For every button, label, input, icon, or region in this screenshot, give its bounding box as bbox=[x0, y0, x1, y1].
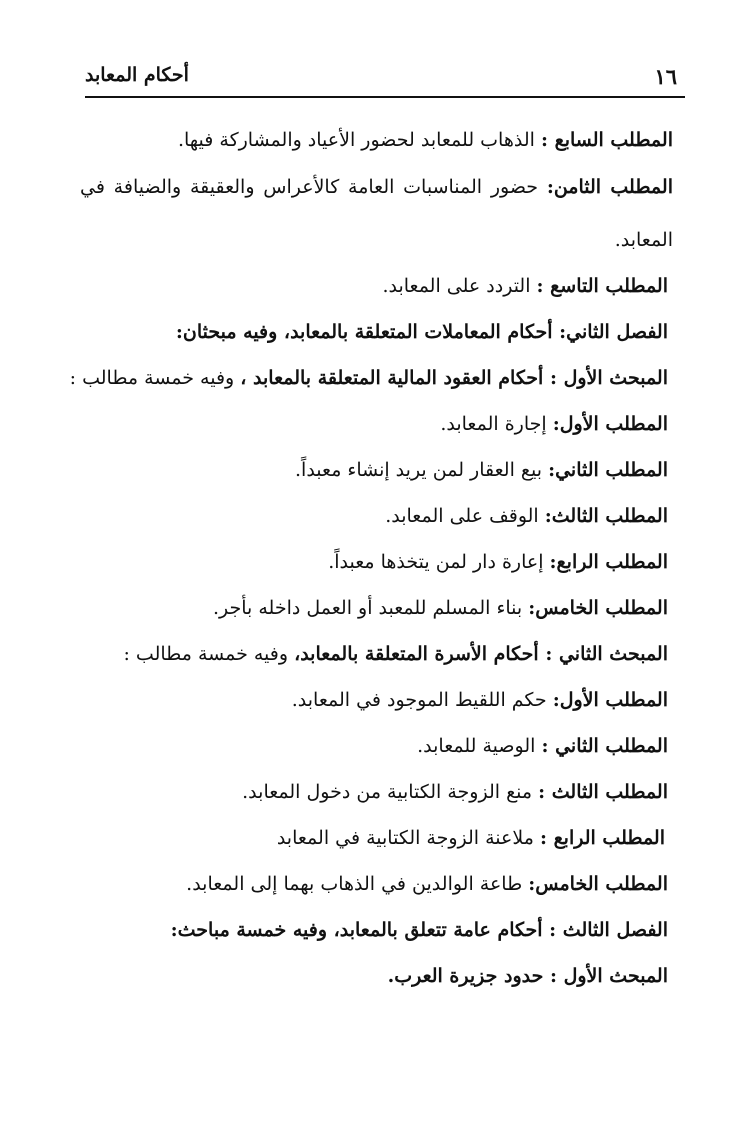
line-label: المطلب الثاني : bbox=[541, 735, 668, 757]
toc-line bbox=[80, 266, 673, 306]
line-text: بيع العقار لمن يريد إنشاء معبداً. bbox=[295, 459, 549, 481]
toc-line bbox=[80, 726, 673, 766]
line-label: المطلب الأول: bbox=[552, 413, 668, 435]
page-header bbox=[85, 60, 685, 98]
line-text: الذهاب للمعابد لحضور الأعياد والمشاركة فيها. bbox=[177, 129, 541, 151]
line-label: المطلب الخامس: bbox=[528, 873, 668, 895]
line-label: المطلب الثاني: bbox=[548, 459, 668, 481]
line-label: المطلب الثالث : bbox=[538, 781, 668, 803]
toc-line bbox=[80, 818, 673, 858]
line-text: الوصية للمعابد. bbox=[417, 735, 542, 757]
line-text: إعارة دار لمن يتخذها معبداً. bbox=[328, 551, 550, 573]
line-text: حضور المناسبات العامة كالأعراس والعقيقة والضيافة في bbox=[80, 176, 547, 198]
line-text: بناء المسلم للمعبد أو العمل داخله بأجر. bbox=[212, 597, 529, 619]
line-label: المطلب الرابع: bbox=[549, 551, 668, 573]
line-tail: وفيه خمسة مطالب : bbox=[69, 367, 241, 389]
line-text: المعابد. bbox=[614, 229, 673, 251]
toc-line bbox=[80, 588, 673, 628]
toc-line bbox=[80, 634, 673, 674]
toc-line bbox=[80, 542, 673, 582]
toc-line bbox=[80, 220, 673, 260]
line-text: طاعة الوالدين في الذهاب بهما إلى المعابد. bbox=[186, 873, 529, 895]
line-label: المطلب الخامس: bbox=[528, 597, 668, 619]
line-label: المبحث الأول : bbox=[549, 965, 668, 987]
line-text: أحكام العقود المالية المتعلقة بالمعابد ، bbox=[240, 367, 550, 389]
toc-line bbox=[80, 864, 673, 904]
line-text: حكم اللقيط الموجود في المعابد. bbox=[291, 689, 553, 711]
line-tail: وفيه خمسة مطالب : bbox=[123, 643, 295, 665]
toc-line bbox=[69, 358, 673, 398]
toc-line bbox=[80, 956, 673, 996]
line-label: المطلب السابع : bbox=[540, 129, 673, 151]
line-text: ملاعنة الزوجة الكتابية في المعابد bbox=[276, 827, 540, 849]
line-label: المطلب التاسع : bbox=[536, 275, 668, 297]
toc-line bbox=[80, 120, 673, 160]
line-text: التردد على المعابد. bbox=[382, 275, 537, 297]
toc-line bbox=[80, 496, 673, 536]
line-label: المطلب الأول: bbox=[552, 689, 668, 711]
toc-line bbox=[80, 404, 673, 444]
line-text: منع الزوجة الكتابية من دخول المعابد. bbox=[242, 781, 539, 803]
toc-line bbox=[80, 312, 673, 352]
line-label: الفصل الثالث : bbox=[549, 919, 668, 941]
line-label: الفصل الثاني: bbox=[559, 321, 668, 343]
line-label: المبحث الأول : bbox=[549, 367, 668, 389]
toc-line bbox=[80, 167, 673, 207]
toc-line bbox=[80, 680, 673, 720]
line-label: المبحث الثاني : bbox=[545, 643, 668, 665]
line-label: المطلب الثامن: bbox=[546, 176, 673, 198]
line-text: حدود جزيرة العرب. bbox=[387, 965, 550, 987]
line-text: أحكام عامة تتعلق بالمعابد، وفيه خمسة مباحث: bbox=[170, 919, 550, 941]
line-text: أحكام الأسرة المتعلقة بالمعابد، bbox=[294, 643, 546, 665]
line-label: المطلب الرابع : bbox=[539, 827, 665, 849]
line-text: الوقف على المعابد. bbox=[385, 505, 545, 527]
running-title: أحكام المعابد bbox=[85, 64, 189, 86]
toc-line bbox=[80, 772, 673, 812]
line-text: أحكام المعاملات المتعلقة بالمعابد، وفيه مبحثان: bbox=[175, 321, 560, 343]
toc-line bbox=[80, 450, 673, 490]
line-text: إجارة المعابد. bbox=[440, 413, 553, 435]
page-number: ١٦ bbox=[654, 64, 677, 89]
toc-line bbox=[80, 910, 673, 950]
line-label: المطلب الثالث: bbox=[544, 505, 668, 527]
